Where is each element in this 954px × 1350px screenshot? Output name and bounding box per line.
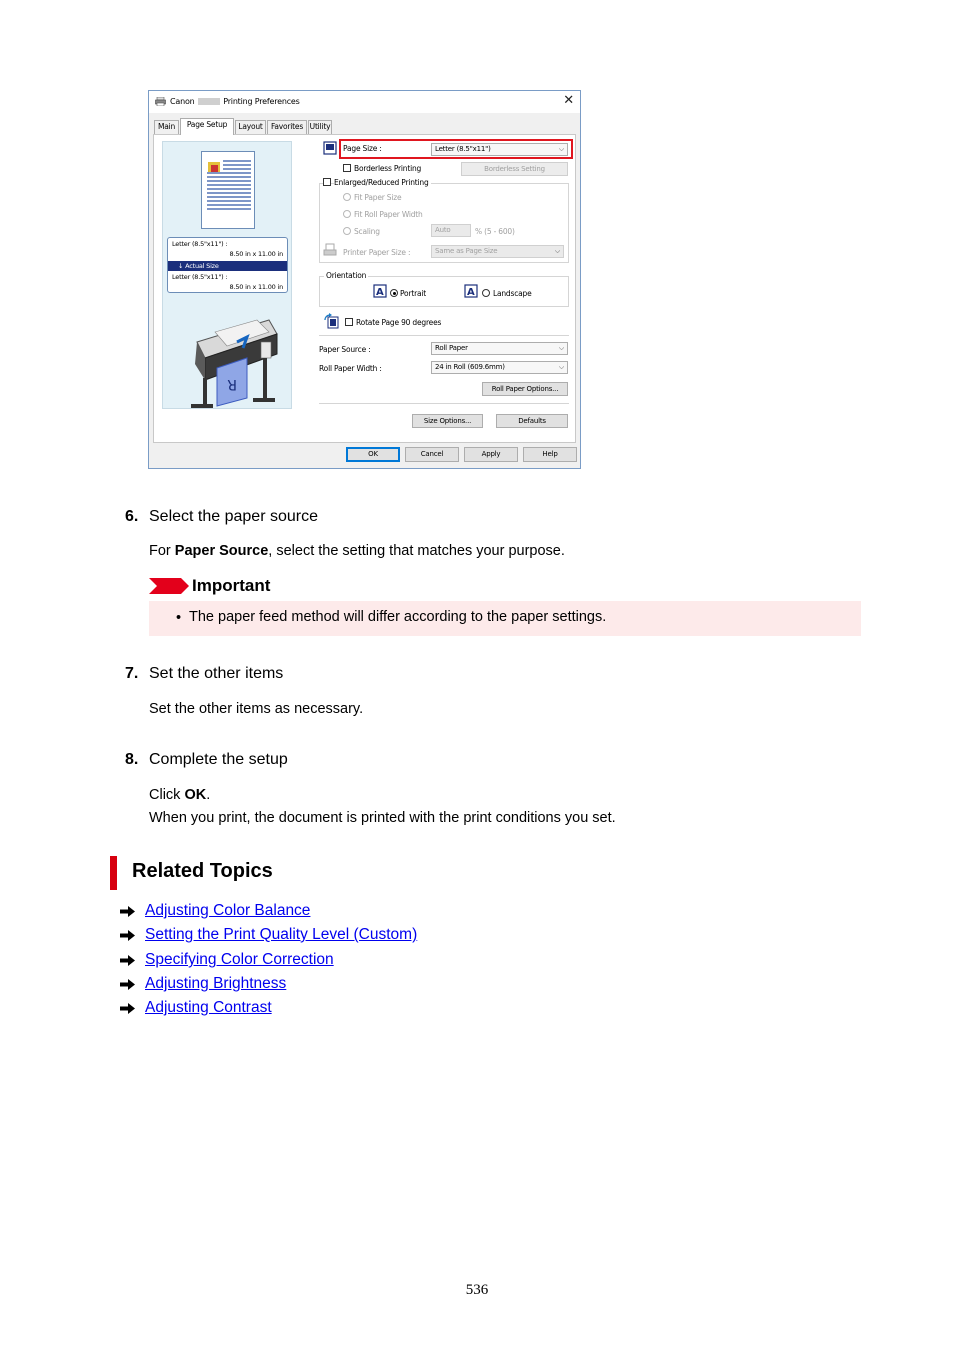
right-arrow-icon (120, 955, 135, 966)
chevron-down-icon: ⌵ (558, 363, 564, 371)
important-note-text: The paper feed method will differ according to the paper settings. (189, 609, 607, 625)
down-arrow-icon: ↓ (178, 262, 186, 270)
orientation-label: Orientation (326, 271, 367, 280)
size-conversion-box (167, 237, 288, 293)
borderless-printing-checkbox[interactable] (343, 164, 351, 172)
scaling-range: % (5 - 600) (475, 227, 515, 236)
related-link[interactable]: Adjusting Color Balance (145, 902, 311, 919)
fit-roll-paper-width-label: Fit Roll Paper Width (354, 210, 423, 219)
portrait-radio[interactable] (390, 289, 398, 297)
size-options-button[interactable]: Size Options... (412, 414, 483, 428)
fit-roll-paper-width-radio[interactable] (343, 210, 351, 218)
page-size-value: Letter (8.5"x11") (435, 145, 491, 153)
scaling-value: Auto (435, 226, 451, 234)
text: Click (149, 787, 185, 803)
right-arrow-icon (120, 906, 135, 917)
svg-text:A: A (467, 287, 475, 298)
chevron-down-icon: ⌵ (558, 344, 564, 352)
roll-paper-width-label: Roll Paper Width : (319, 364, 382, 373)
right-arrow-icon (120, 979, 135, 990)
close-icon[interactable]: ✕ (563, 93, 574, 108)
chevron-down-icon: ⌵ (558, 145, 564, 153)
step-paragraph (149, 543, 565, 559)
printer-icon (155, 97, 166, 106)
step-title: Set the other items (149, 665, 284, 682)
printer-paper-size-icon (323, 243, 337, 257)
related-link[interactable]: Adjusting Brightness (145, 975, 287, 992)
text: . (206, 787, 211, 803)
page-setup-panel (153, 134, 576, 443)
page-size-select[interactable] (431, 143, 568, 156)
related-link[interactable]: Setting the Print Quality Level (Custom) (145, 926, 418, 943)
borderless-printing-label: Borderless Printing (354, 164, 422, 173)
paper-source-value: Roll Paper (435, 344, 468, 352)
dialog-title (170, 97, 300, 106)
printer-paper-size-label: Printer Paper Size : (343, 248, 411, 257)
tab-utility[interactable]: Utility (308, 120, 332, 134)
help-button[interactable]: Help (523, 447, 577, 462)
step-number: 8. (125, 751, 139, 768)
fit-paper-size-radio[interactable] (343, 193, 351, 201)
defaults-button[interactable]: Defaults (496, 414, 568, 428)
dialog-title-suffix: Printing Preferences (223, 97, 300, 106)
fit-paper-size-label: Fit Paper Size (354, 193, 402, 202)
related-link[interactable]: Specifying Color Correction (145, 951, 334, 968)
step-title: Select the paper source (149, 508, 318, 525)
redacted-model-name (198, 98, 220, 105)
step-paragraph (149, 787, 210, 803)
text: , select the setting that matches your purpose. (268, 543, 565, 559)
related-topics-accent-bar (110, 856, 117, 890)
step-title: Complete the setup (149, 751, 288, 768)
ok-button[interactable]: OK (346, 447, 400, 462)
right-arrow-icon (120, 930, 135, 941)
scaling-banner (168, 261, 287, 271)
step-number: 6. (125, 508, 139, 525)
step-paragraph: When you print, the document is printed with the print conditions you set. (149, 810, 616, 826)
page-size-icon (323, 141, 337, 155)
bold-term: Paper Source (174, 543, 269, 559)
enlarged-reduced-label: Enlarged/Reduced Printing (334, 178, 429, 187)
step-paragraph: Set the other items as necessary. (149, 701, 364, 717)
related-topics-title: Related Topics (132, 860, 273, 882)
apply-button[interactable]: Apply (464, 447, 518, 462)
printer-paper-size-value: Same as Page Size (435, 247, 498, 255)
svg-text:A: A (376, 287, 384, 298)
source-size-label: Letter (8.5"x11") : (172, 240, 228, 248)
printing-preferences-dialog (148, 90, 581, 469)
related-link[interactable]: Adjusting Contrast (145, 999, 272, 1016)
landscape-label: Landscape (493, 289, 532, 298)
preview-pane (162, 141, 292, 409)
bullet: • (176, 610, 182, 626)
cancel-button[interactable]: Cancel (405, 447, 459, 462)
scaling-label: Scaling (354, 227, 380, 236)
dialog-title-prefix: Canon (170, 97, 195, 106)
paper-source-label: Paper Source : (319, 345, 371, 354)
paper-source-select[interactable] (431, 342, 568, 355)
borderless-setting-button[interactable]: Borderless Setting (461, 162, 568, 176)
portrait-label: Portrait (400, 289, 426, 298)
source-size-dims: 8.50 in x 11.00 in (229, 250, 283, 258)
output-size-label: Letter (8.5"x11") : (172, 273, 228, 281)
text: For (149, 543, 175, 559)
scaling-radio[interactable] (343, 227, 351, 235)
text-lines (207, 160, 251, 212)
tab-page-setup[interactable]: Page Setup (180, 118, 234, 135)
svg-text:R: R (227, 376, 237, 392)
important-chevrons-icon (149, 578, 189, 594)
tab-layout[interactable]: Layout (235, 120, 266, 134)
roll-paper-options-button[interactable]: Roll Paper Options... (482, 382, 568, 396)
landscape-icon (464, 284, 478, 298)
important-title: Important (192, 576, 271, 595)
tab-main[interactable]: Main (154, 120, 179, 134)
separator (319, 403, 569, 404)
separator (319, 335, 569, 336)
printer-paper-size-select[interactable] (431, 245, 564, 258)
roll-paper-width-value: 24 in Roll (609.6mm) (435, 363, 505, 371)
landscape-radio[interactable] (482, 289, 490, 297)
scaling-banner-label: Actual Size (185, 262, 219, 270)
roll-paper-width-select[interactable] (431, 361, 568, 374)
right-arrow-icon (120, 1003, 135, 1014)
rotate-page-icon (323, 313, 339, 329)
chevron-down-icon: ⌵ (554, 247, 560, 255)
dialog-titlebar (149, 91, 580, 113)
important-note-box (149, 601, 861, 636)
page-number: 536 (465, 1282, 489, 1298)
scaling-stepper[interactable] (431, 224, 471, 237)
page-preview-thumbnail (201, 151, 255, 229)
enlarged-reduced-checkbox[interactable] (323, 178, 331, 186)
portrait-icon (373, 284, 387, 298)
bold-term: OK (184, 787, 207, 803)
rotate-page-checkbox[interactable] (345, 318, 353, 326)
page-size-label: Page Size : (343, 144, 382, 153)
step-number: 7. (125, 665, 139, 682)
output-size-dims: 8.50 in x 11.00 in (229, 283, 283, 291)
rotate-page-label: Rotate Page 90 degrees (356, 318, 442, 327)
large-format-printer-illustration (177, 302, 281, 410)
tab-favorites[interactable]: Favorites (267, 120, 307, 134)
